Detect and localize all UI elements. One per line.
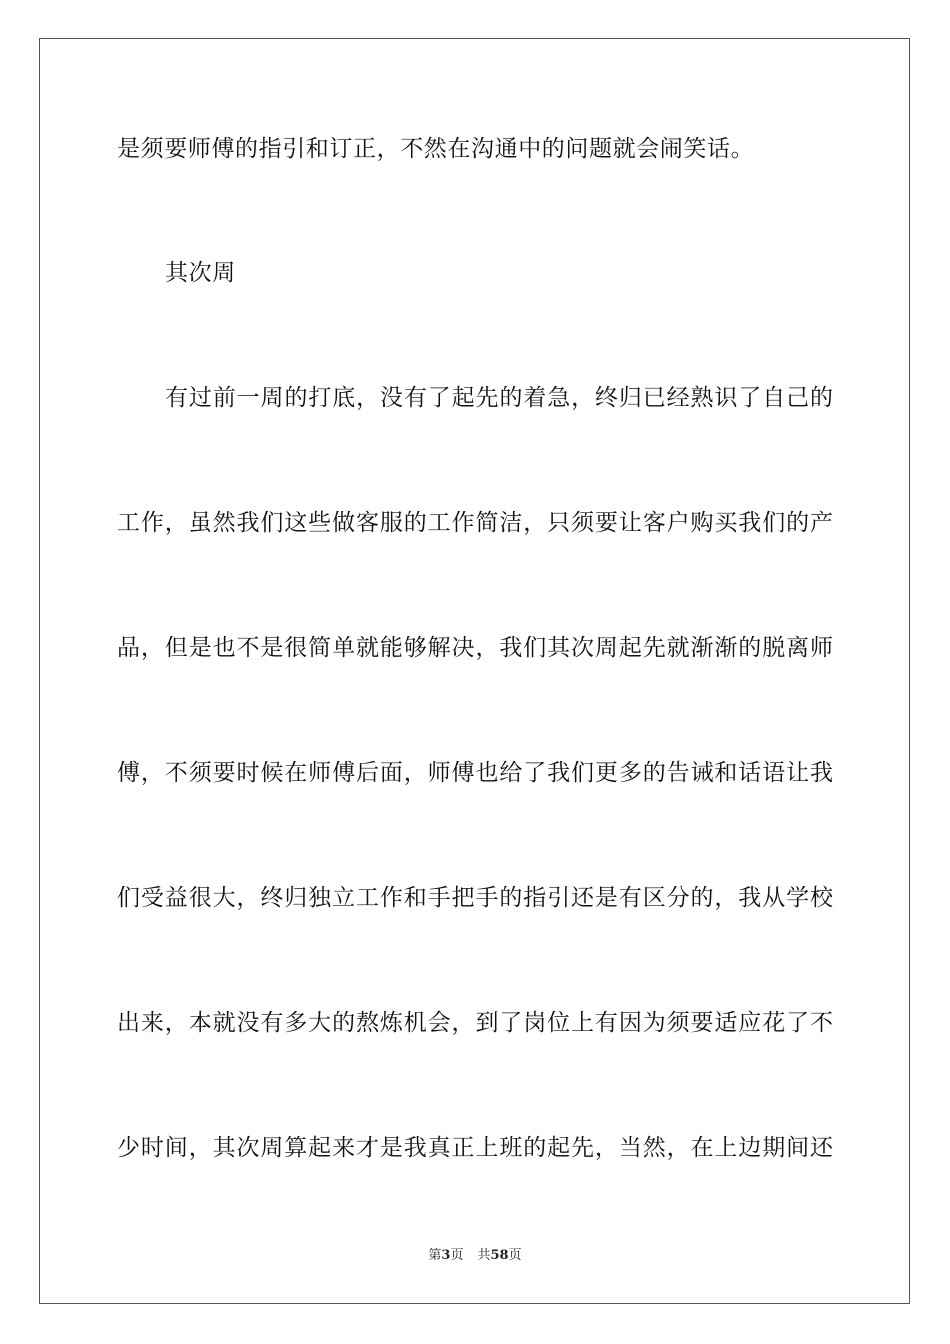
page-border	[39, 38, 910, 1304]
body-line-7: 们受益很大，终归独立工作和手把手的指引还是有区分的，我从学校	[117, 885, 833, 911]
body-line-9: 少时间，其次周算起来才是我真正上班的起先，当然，在上边期间还	[117, 1135, 833, 1161]
page-footer	[0, 1247, 950, 1265]
body-line-8: 出来，本就没有多大的熬炼机会，到了岗位上有因为须要适应花了不	[117, 1010, 833, 1036]
body-line-6: 傅，不须要时候在师傅后面，师傅也给了我们更多的告诫和话语让我	[117, 760, 833, 786]
body-line-5: 品，但是也不是很简单就能够解决，我们其次周起先就渐渐的脱离师	[117, 635, 833, 661]
section-heading: 其次周	[165, 260, 236, 286]
footer-page-prefix: 第	[428, 1248, 442, 1263]
footer-page-number: 3	[441, 1248, 451, 1263]
footer-total-pages: 58	[490, 1248, 509, 1263]
footer-total-prefix: 共	[477, 1248, 491, 1263]
footer-page-suffix: 页	[450, 1248, 464, 1263]
body-line-4: 工作，虽然我们这些做客服的工作简洁，只须要让客户购买我们的产	[117, 510, 833, 536]
body-line-3: 有过前一周的打底，没有了起先的着急，终归已经熟识了自己的	[165, 385, 833, 411]
body-line-1: 是须要师傅的指引和订正，不然在沟通中的问题就会闹笑话。	[117, 136, 755, 162]
footer-total-suffix: 页	[508, 1248, 522, 1263]
